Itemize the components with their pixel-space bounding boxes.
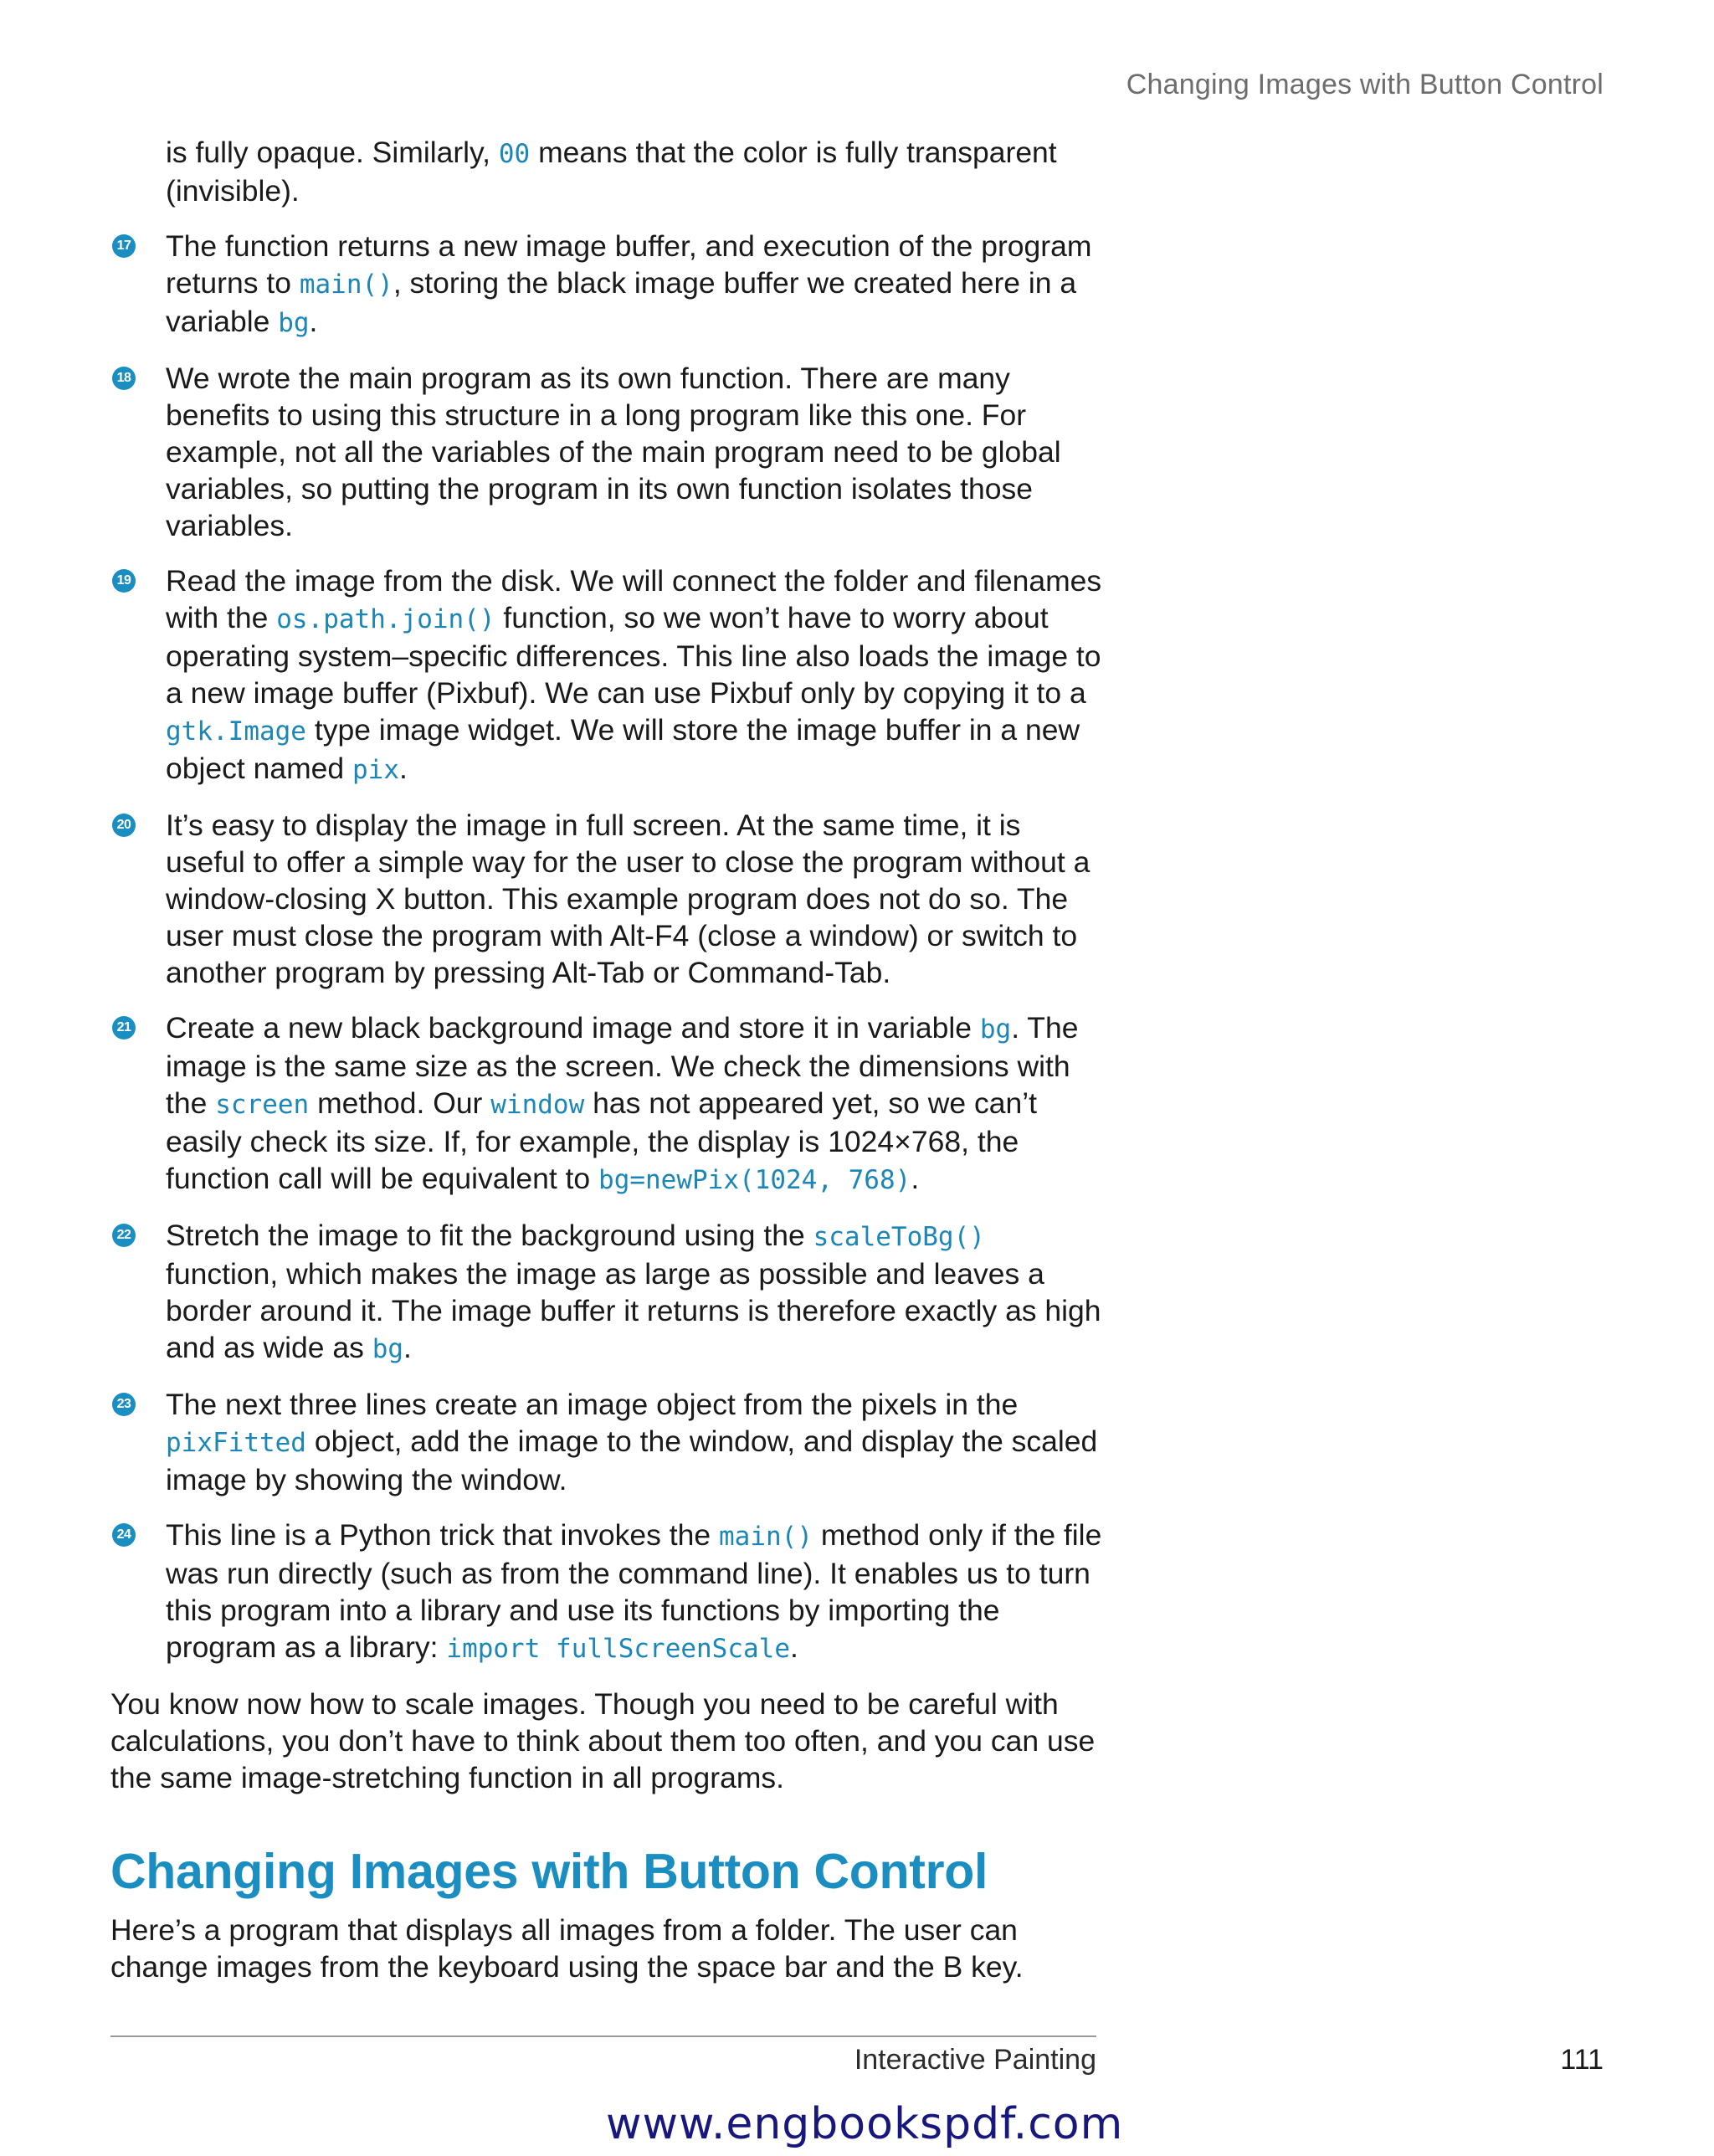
section-intro-paragraph: Here’s a program that displays all images from a folder. The user can change images from the keyboard using the space bar and the B key. bbox=[110, 1913, 1024, 1984]
note-18: 18 We wrote the main program as its own function. There are many benefits to using this structure in a long program like this one. For example, not all the variables of the main program need to be global variables, so putting the program in its own function isolates those variables. bbox=[110, 360, 1102, 544]
note-24: 24 This line is a Python trick that invokes the main() method only if the file was run directly (such as from the command line). It enables us to turn this program into a library and use its functions by importing the program as a library: import fullScreenScale. bbox=[110, 1517, 1102, 1667]
note-number-badge: 18 bbox=[112, 367, 136, 390]
code-span: screen bbox=[215, 1090, 310, 1120]
code-span: window bbox=[490, 1090, 585, 1120]
code-span: scaleToBg() bbox=[813, 1222, 985, 1252]
code-span: main() bbox=[719, 1522, 813, 1552]
note-21: 21 Create a new black background image and store it in variable bg. The image is the same size as the screen. We check the dimensions with the screen method. Our window has not appeared yet, so we can’t easily check its size. If, for example, the display is 1024×768, the function call will be equivalent to bg=newPix(1024, 768). bbox=[110, 1009, 1102, 1199]
note-number-badge: 23 bbox=[112, 1393, 136, 1416]
page-number: 111 bbox=[1560, 2044, 1604, 2076]
note-number-badge: 17 bbox=[112, 234, 136, 258]
continued-paragraph: is fully opaque. Similarly, 00 means that the color is fully transparent (invisible). bbox=[166, 136, 1057, 208]
code-span: bg bbox=[979, 1014, 1012, 1045]
code-span: bg bbox=[278, 308, 310, 338]
code-span: main() bbox=[299, 270, 393, 300]
running-head: Changing Images with Button Control bbox=[1126, 69, 1604, 100]
note-number-badge: 19 bbox=[112, 569, 136, 593]
code-span: 00 bbox=[498, 139, 531, 169]
watermark-url[interactable]: www.engbookspdf.com bbox=[606, 2099, 1124, 2149]
note-20: 20 It’s easy to display the image in full screen. At the same time, it is useful to offer a simple way for the user to close the program without a window-closing X button. This example program does not do so. The user must close the program with Alt-F4 (close a window) or switch to another program by pressing Alt-Tab or Command-Tab. bbox=[110, 807, 1102, 991]
note-23: 23 The next three lines create an image object from the pixels in the pixFitted object, add the image to the window, and display the scaled image by showing the window. bbox=[110, 1386, 1102, 1498]
note-number-badge: 24 bbox=[112, 1523, 136, 1547]
note-number-badge: 21 bbox=[112, 1016, 136, 1040]
page-content bbox=[110, 134, 1102, 1985]
code-span: bg bbox=[372, 1334, 404, 1364]
note-22: 22 Stretch the image to fit the background using the scaleToBg() function, which makes the image as large as possible and leaves a border around it. The image buffer it returns is therefore exactly as high and as wide as bg. bbox=[110, 1217, 1102, 1368]
note-19: 19 Read the image from the disk. We will connect the folder and filenames with the os.path.join() function, so we won’t have to worry about operating system–specific differences. This line also loads the image to a new image buffer (Pixbuf). We can use Pixbuf only by copying it to a gtk.Image type image widget. We will store the image buffer in a new object named pix. bbox=[110, 562, 1102, 788]
section-heading: Changing Images with Button Control bbox=[110, 1844, 988, 1899]
code-span: gtk.Image bbox=[166, 716, 306, 747]
code-span: pix bbox=[352, 755, 400, 785]
code-span: bg=newPix(1024, 768) bbox=[598, 1165, 911, 1195]
code-span: import fullScreenScale bbox=[446, 1634, 791, 1664]
note-17: 17 The function returns a new image buffer, and execution of the program returns to main(), storing the black image buffer we created here in a variable bg. bbox=[110, 228, 1102, 341]
note-number-badge: 22 bbox=[112, 1224, 136, 1247]
footer-divider bbox=[110, 2035, 1096, 2037]
code-span: os.path.join() bbox=[276, 604, 495, 634]
summary-paragraph: You know now how to scale images. Though you need to be careful with calculations, you don’t have to think about them too often, and you can use the same image-stretching function in all programs. bbox=[110, 1687, 1096, 1794]
code-span: pixFitted bbox=[166, 1428, 306, 1458]
note-number-badge: 20 bbox=[112, 814, 136, 837]
footer-chapter-title: Interactive Painting bbox=[854, 2044, 1096, 2076]
